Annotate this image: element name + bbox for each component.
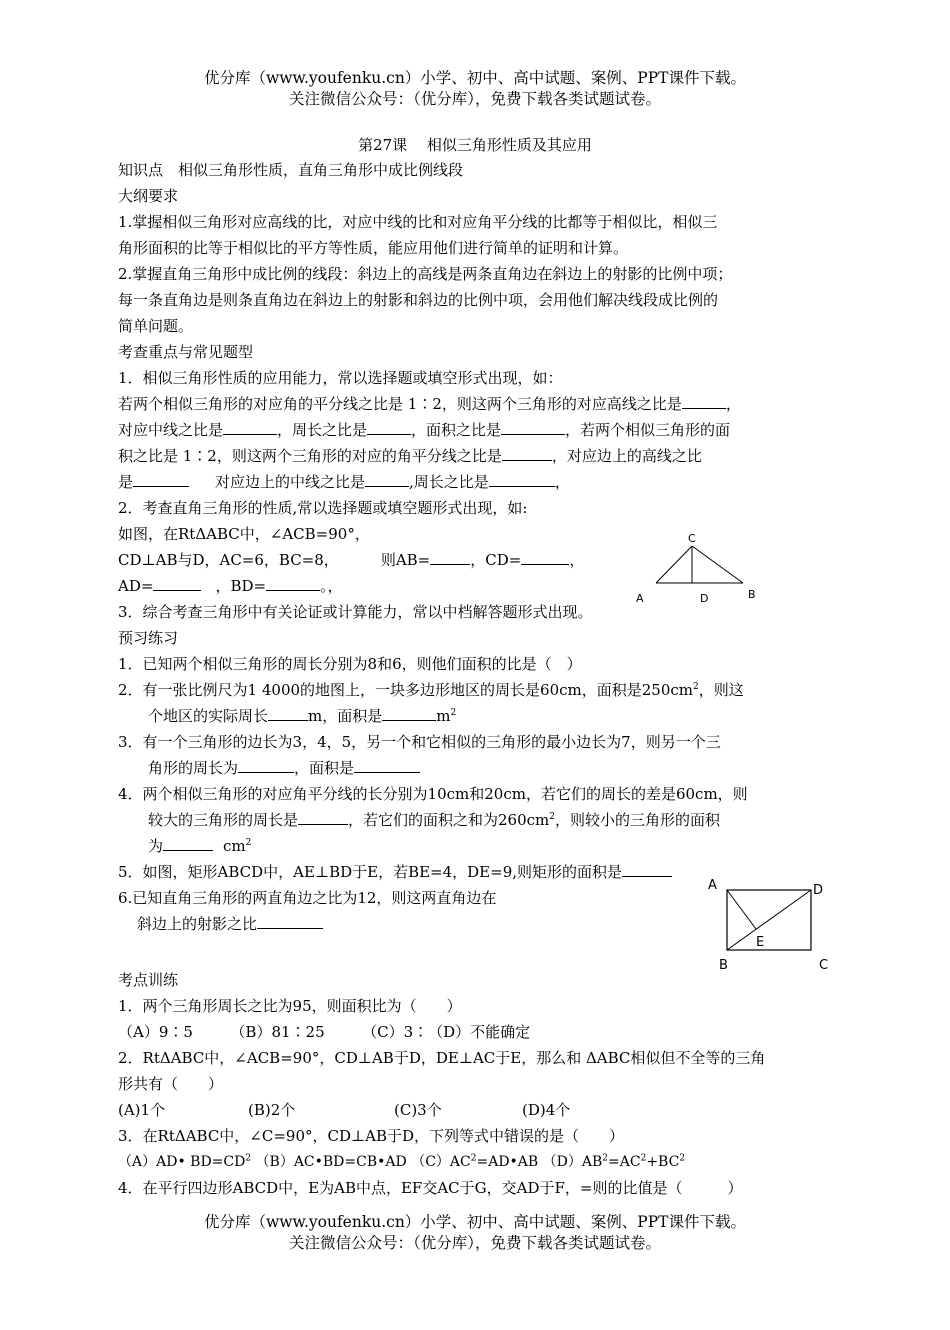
text: cm: [223, 837, 246, 855]
text: ，: [569, 551, 585, 569]
sup: 2: [602, 1153, 609, 1164]
text: ，若两个相似三角形的面: [565, 421, 731, 439]
focus-item-3: 3．综合考查三角形中有关论证或计算能力，常以中档解答题形式出现。: [118, 603, 593, 621]
option-c-text: （C）AC: [411, 1154, 471, 1170]
text: AD=: [118, 577, 154, 595]
answer-blank[interactable]: [238, 760, 294, 773]
training-q3-options: [118, 1152, 685, 1172]
training-heading: 考点训练: [118, 971, 179, 989]
text: 积之比是 1∶2，则这两个三角形的对应的角平分线之比是: [118, 447, 502, 465]
text: =AD•AB: [476, 1154, 539, 1170]
text: ，对应边上的高线之比: [551, 447, 702, 465]
text: ，周长之比是: [277, 421, 368, 439]
text: ，: [554, 473, 570, 491]
text: 角形的周长为: [148, 759, 239, 777]
option-d-text: （D）AB: [542, 1154, 603, 1170]
outline-req1-line2: 角形面积的比等于相似比的平方等性质，能应用他们进行简单的证明和计算。: [118, 239, 629, 257]
preview-q6-line1: 6.已知直角三角形的两直角边之比为12，则这两直角边在: [118, 889, 497, 907]
text: 较大的三角形的周长是: [148, 811, 299, 829]
text: CD⊥AB与D，AC=6，BC=8，: [118, 551, 339, 569]
answer-blank[interactable]: [502, 448, 552, 461]
text: 为: [148, 837, 164, 855]
text: ,周长之比是: [409, 473, 489, 491]
answer-blank[interactable]: [622, 864, 672, 877]
answer-blank[interactable]: [133, 474, 189, 487]
answer-blank[interactable]: [298, 812, 348, 825]
training-q4: 4．在平行四边形ABCD中，E为AB中点，EF交AC于G，交AD于F，=则的比值是（ ）: [118, 1179, 743, 1197]
label-e: E: [756, 935, 765, 950]
text: 若两个相似三角形的对应角的平分线之比是 1∶2，则这两个三角形的对应高线之比是: [118, 395, 682, 413]
text: m: [436, 707, 451, 725]
text: 2．有一张比例尺为1 4000的地图上，一块多边形地区的周长是60cm，面积是250cm: [118, 681, 693, 699]
side-bc: [692, 546, 743, 583]
option-b-text: （B）AC•BD=CB•AD: [255, 1154, 407, 1170]
label-c: C: [819, 958, 829, 973]
text: ，则较小的三角形的面积: [555, 811, 721, 829]
label-a: A: [708, 878, 717, 893]
preview-q4-line2: [148, 810, 720, 830]
label-d: D: [700, 592, 709, 605]
option-d: (D)4个: [522, 1101, 571, 1119]
focus-item-1-line2: [118, 420, 730, 440]
knowledge-points: 知识点 相似三角形性质，直角三角形中成比例线段: [118, 161, 464, 179]
answer-blank[interactable]: [367, 422, 411, 435]
sup: 2: [470, 1153, 477, 1164]
text: ，CD=: [470, 551, 522, 569]
training-q2-options: [118, 1100, 570, 1120]
outline-heading: 大纲要求: [118, 187, 179, 205]
focus-heading: 考查重点与常见题型: [118, 343, 254, 361]
text: 对应中线之比是: [118, 421, 224, 439]
text: 。，: [320, 577, 343, 595]
answer-blank[interactable]: [257, 916, 323, 929]
training-q3: 3．在RtΔABC中，∠C=90°，CD⊥AB于D，下列等式中错误的是（ ）: [118, 1127, 625, 1145]
text: 对应边上的中线之比是: [215, 473, 366, 491]
training-q2-line1: 2．RtΔABC中，∠ACB=90°，CD⊥AB于D，DE⊥AC于E，那么和 ΔABC相似但不全等的三角: [118, 1049, 766, 1067]
option-a: (A)1个: [118, 1101, 166, 1119]
preview-q4-line3: [148, 836, 251, 856]
outline-req2-line1: 2.掌握直角三角形中成比例的线段：斜边上的高线是两条直角边在斜边上的射影的比例中项；: [118, 265, 733, 283]
answer-blank[interactable]: [153, 578, 201, 591]
label-c: C: [688, 532, 696, 545]
answer-blank[interactable]: [682, 396, 726, 409]
option-c: (C)3个: [394, 1101, 442, 1119]
answer-blank[interactable]: [354, 760, 420, 773]
training-q1-options: （A）9∶5 （B）81∶25 （C）3∶（D）不能确定: [118, 1023, 531, 1041]
side-ac: [656, 546, 692, 583]
answer-blank[interactable]: [382, 708, 436, 721]
text: =AC: [608, 1154, 641, 1170]
focus-item-2: 2．考查直角三角形的性质,常以选择题或填空题形式出现，如:: [118, 499, 528, 517]
focus-item-2-line2: [118, 550, 584, 570]
text: ，面积之比是: [411, 421, 502, 439]
preview-q4-line1: 4．两个相似三角形的对应角平分线的长分别为10cm和20cm，若它们的周长的差是60cm，则: [118, 785, 748, 803]
sup: 2: [693, 682, 699, 692]
rectangle-figure: [700, 872, 840, 976]
footer-line-2: 关注微信公众号：（优分库），免费下载各类试题试卷。: [288, 1234, 661, 1252]
option-a-text: （A）AD• BD=CD: [118, 1154, 246, 1170]
focus-item-1-line3: [118, 446, 702, 466]
text: 斜边上的射影之比: [137, 915, 258, 933]
text: m，面积是: [308, 707, 383, 725]
label-a: A: [636, 592, 644, 605]
training-q2-line2: 形共有（ ）: [118, 1075, 224, 1093]
focus-item-1-line1: [118, 394, 741, 414]
text: ，面积是: [294, 759, 355, 777]
text: ，则这: [698, 681, 744, 699]
sup: 2: [450, 708, 457, 718]
preview-q1: 1．已知两个相似三角形的周长分别为8和6，则他们面积的比是（ ）: [118, 655, 582, 673]
lesson-title: 第27课 相似三角形性质及其应用: [358, 136, 592, 154]
focus-item-1-line4: [118, 472, 570, 492]
answer-blank[interactable]: [268, 708, 308, 721]
text: 是: [118, 473, 134, 491]
sup: 2: [245, 838, 252, 848]
answer-blank[interactable]: [501, 422, 565, 435]
text: ，BD=: [215, 577, 267, 595]
answer-blank[interactable]: [223, 422, 277, 435]
label-b: B: [748, 588, 756, 601]
preview-q6-line2: [137, 914, 323, 934]
text: 则AB=: [380, 551, 431, 569]
label-b: B: [719, 958, 728, 973]
preview-q5: [118, 862, 672, 882]
text: ，: [725, 395, 741, 413]
training-q1: 1．两个三角形周长之比为95，则面积比为（ ）: [118, 997, 462, 1015]
label-d: D: [813, 883, 824, 898]
answer-blank[interactable]: [489, 474, 555, 487]
header-line-1: 优分库（www.youfenku.cn）小学、初中、高中试题、案例、PPT课件下载。: [203, 69, 747, 87]
preview-q2-line1: [118, 680, 744, 700]
outline-req1-line1: 1.掌握相似三角形对应高线的比，对应中线的比和对应角平分线的比都等于相似比，相似三: [118, 213, 718, 231]
outline-req2-line3: 简单问题。: [118, 317, 194, 335]
answer-blank[interactable]: [430, 552, 470, 565]
sup: 2: [640, 1153, 647, 1164]
text: 5．如图，矩形ABCD中，AE⊥BD于E，若BE=4，DE=9,则矩形的面积是: [118, 863, 623, 881]
header-line-2: 关注微信公众号：（优分库），免费下载各类试题试卷。: [288, 90, 661, 108]
preview-q3-line1: 3．有一个三角形的边长为3，4，5，另一个和它相似的三角形的最小边长为7，则另一个三: [118, 733, 721, 751]
sup: 2: [549, 812, 556, 822]
sup: 2: [245, 1153, 252, 1164]
diagonal-bd: [727, 890, 811, 950]
perpendicular-ae: [727, 890, 756, 929]
sup: 2: [679, 1153, 686, 1164]
text: ，若它们的面积之和为260cm: [348, 811, 550, 829]
focus-item-1: 1．相似三角形性质的应用能力，常以选择题或填空形式出现，如：: [118, 369, 563, 387]
focus-item-2-line1: 如图，在RtΔABC中，∠ACB=90°，: [118, 525, 370, 543]
option-b: (B)2个: [248, 1101, 296, 1119]
answer-blank[interactable]: [521, 552, 569, 565]
answer-blank[interactable]: [163, 838, 213, 851]
focus-item-2-line3: [118, 576, 343, 596]
answer-blank[interactable]: [365, 474, 409, 487]
footer-line-1: 优分库（www.youfenku.cn）小学、初中、高中试题、案例、PPT课件下载。: [203, 1213, 747, 1231]
outline-req2-line2: 每一条直角边是则条直角边在斜边上的射影和斜边的比例中项，会用他们解决线段成比例的: [118, 291, 719, 309]
preview-heading: 预习练习: [118, 629, 179, 647]
answer-blank[interactable]: [266, 578, 320, 591]
preview-q2-line2: [148, 706, 456, 726]
preview-q3-line2: [148, 758, 420, 778]
text: +BC: [646, 1154, 680, 1170]
text: 个地区的实际周长: [148, 707, 269, 725]
right-triangle-figure: [630, 530, 760, 610]
